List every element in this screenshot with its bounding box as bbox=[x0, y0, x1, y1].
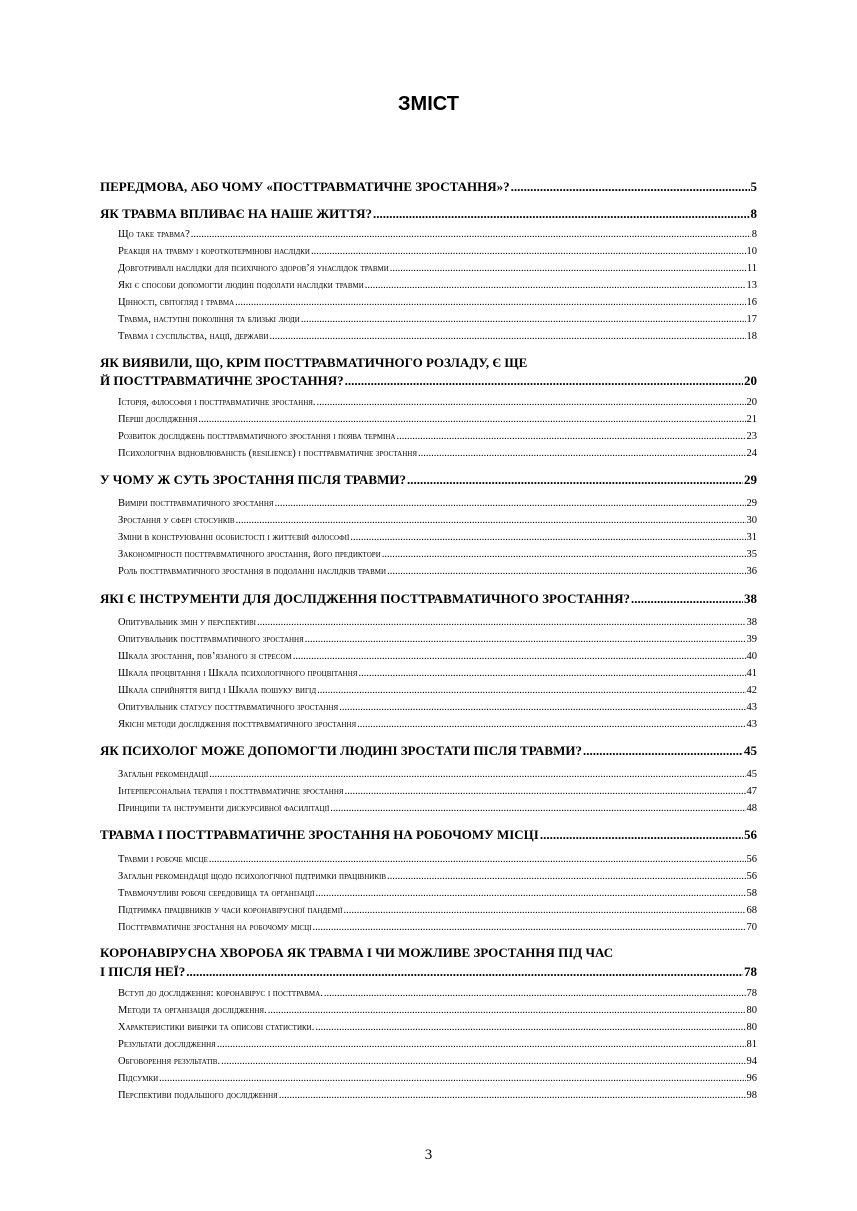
entry-page-number: 68 bbox=[746, 905, 757, 916]
dot-leader bbox=[631, 591, 743, 607]
entry-page-number: 45 bbox=[744, 743, 757, 758]
entry-page-number: 78 bbox=[746, 988, 757, 999]
entry-title: Зростання у сфері стосунків bbox=[118, 515, 235, 526]
entry-title: Шкала сприйняття вигід і Шкала пошуку вигід bbox=[118, 685, 317, 696]
entry-page-number: 39 bbox=[746, 634, 757, 645]
toc-subsection bbox=[118, 668, 757, 679]
dot-leader bbox=[315, 888, 745, 899]
toc-subsection bbox=[118, 549, 757, 560]
dot-leader bbox=[209, 769, 745, 780]
toc-subsection bbox=[118, 617, 757, 628]
entry-page-number: 43 bbox=[746, 719, 757, 730]
toc-subsection bbox=[118, 988, 757, 999]
dot-leader bbox=[235, 297, 745, 308]
dot-leader bbox=[540, 827, 743, 843]
toc-section bbox=[100, 591, 757, 607]
dot-leader bbox=[275, 498, 746, 509]
toc-subsection bbox=[118, 634, 757, 645]
entry-page-number: 47 bbox=[746, 786, 757, 797]
dot-leader bbox=[191, 229, 751, 240]
toc-subsection bbox=[118, 1056, 757, 1067]
dot-leader bbox=[418, 448, 746, 459]
dot-leader bbox=[315, 1022, 745, 1033]
toc-subsection bbox=[118, 448, 757, 459]
entry-page-number: 30 bbox=[746, 515, 757, 526]
toc-subsection bbox=[118, 651, 757, 662]
toc-section bbox=[100, 373, 757, 389]
toc-subsection bbox=[118, 1090, 757, 1101]
dot-leader bbox=[236, 515, 746, 526]
entry-page-number: 38 bbox=[746, 617, 757, 628]
entry-title: Підсумки bbox=[118, 1073, 159, 1084]
dot-leader bbox=[357, 719, 745, 730]
toc-section bbox=[100, 743, 757, 759]
entry-title: Що таке травма? bbox=[118, 229, 190, 240]
dot-leader bbox=[257, 617, 745, 628]
toc-subsection bbox=[118, 769, 757, 780]
section-title-line: ЯК ВИЯВИЛИ, ЩО, КРІМ ПОСТТРАВМАТИЧНОГО РОЗЛАДУ, Є ЩЕ bbox=[100, 355, 528, 370]
entry-page-number: 29 bbox=[746, 498, 757, 509]
entry-page-number: 5 bbox=[750, 179, 757, 194]
toc-subsection bbox=[118, 702, 757, 713]
entry-page-number: 11 bbox=[746, 263, 757, 274]
toc-subsection bbox=[118, 719, 757, 730]
toc-subsection bbox=[118, 803, 757, 814]
dot-leader bbox=[324, 988, 746, 999]
dot-leader bbox=[293, 651, 746, 662]
entry-page-number: 36 bbox=[746, 566, 757, 577]
toc-subsection bbox=[118, 532, 757, 543]
toc-section bbox=[100, 827, 757, 843]
entry-title: Перші дослідження bbox=[118, 414, 198, 425]
toc-subsection bbox=[118, 414, 757, 425]
dot-leader bbox=[345, 786, 746, 797]
entry-page-number: 29 bbox=[744, 472, 757, 487]
entry-page-number: 8 bbox=[750, 206, 757, 221]
dot-leader bbox=[345, 373, 743, 389]
dot-leader bbox=[311, 246, 746, 257]
entry-title: Травма, наступні покоління та близькі люди bbox=[118, 314, 300, 325]
dot-leader bbox=[221, 1056, 745, 1067]
entry-page-number: 42 bbox=[746, 685, 757, 696]
dot-leader bbox=[279, 1090, 746, 1101]
toc-subsection bbox=[118, 888, 757, 899]
dot-leader bbox=[305, 634, 746, 645]
entry-page-number: 58 bbox=[746, 888, 757, 899]
entry-title: Реакція на травму і короткотермінові наслідки bbox=[118, 246, 310, 257]
dot-leader bbox=[343, 905, 745, 916]
toc-subsection bbox=[118, 280, 757, 291]
entry-page-number: 24 bbox=[746, 448, 757, 459]
entry-page-number: 80 bbox=[746, 1005, 757, 1016]
entry-page-number: 16 bbox=[746, 297, 757, 308]
entry-page-number: 8 bbox=[751, 229, 757, 240]
entry-title: ЯК ТРАВМА ВПЛИВАЄ НА НАШЕ ЖИТТЯ? bbox=[100, 206, 373, 221]
entry-page-number: 98 bbox=[746, 1090, 757, 1101]
dot-leader bbox=[209, 854, 746, 865]
entry-page-number: 35 bbox=[746, 549, 757, 560]
entry-title: Опитувальник змін у перспективі bbox=[118, 617, 257, 628]
entry-title: Принципи та інструменти дискурсивної фасилітації bbox=[118, 803, 330, 814]
toc-subsection bbox=[118, 498, 757, 509]
dot-leader bbox=[317, 685, 745, 696]
entry-title: Виміри посттравматичного зростання bbox=[118, 498, 274, 509]
toc-subsection bbox=[118, 566, 757, 577]
entry-page-number: 70 bbox=[746, 922, 757, 933]
entry-title: Результати дослідження bbox=[118, 1039, 216, 1050]
section-title-line: КОРОНАВІРУСНА ХВОРОБА ЯК ТРАВМА І ЧИ МОЖЛИВЕ ЗРОСТАННЯ ПІД ЧАС bbox=[100, 945, 614, 960]
entry-title: ТРАВМА І ПОСТТРАВМАТИЧНЕ ЗРОСТАННЯ НА РОБОЧОМУ МІСЦІ bbox=[100, 827, 539, 842]
toc-subsection bbox=[118, 515, 757, 526]
dot-leader bbox=[186, 964, 743, 980]
entry-title: Шкала зростання, пов’язаного зі стресом bbox=[118, 651, 292, 662]
toc-subsection bbox=[118, 786, 757, 797]
dot-leader bbox=[339, 702, 745, 713]
entry-page-number: 13 bbox=[746, 280, 757, 291]
dot-leader bbox=[390, 263, 746, 274]
entry-title: Характеристики вибірки та описові статистики. bbox=[118, 1022, 315, 1033]
dot-leader bbox=[387, 871, 746, 882]
entry-title: Травмочутливі робочі середовища та організації bbox=[118, 888, 315, 899]
toc-section bbox=[100, 964, 757, 980]
entry-page-number: 41 bbox=[746, 668, 757, 679]
dot-leader bbox=[382, 549, 746, 560]
toc-section bbox=[100, 179, 757, 195]
toc-subsection bbox=[118, 1022, 757, 1033]
entry-page-number: 45 bbox=[746, 769, 757, 780]
dot-leader bbox=[301, 314, 746, 325]
toc-subsection bbox=[118, 431, 757, 442]
entry-title: Загальні рекомендації щодо психологічної підтримки працівників bbox=[118, 871, 386, 882]
entry-title: Які є способи допомогти людині подолати наслідки травми bbox=[118, 280, 364, 291]
toc-subsection bbox=[118, 246, 757, 257]
entry-title: Історія, філософія і посттравматичне зростання. bbox=[118, 397, 316, 408]
dot-leader bbox=[269, 331, 745, 342]
dot-leader bbox=[365, 280, 746, 291]
entry-title: Роль посттравматичного зростання в подоланні наслідків травми bbox=[118, 566, 387, 577]
entry-title: Методи та організація дослідження. bbox=[118, 1005, 267, 1016]
entry-page-number: 20 bbox=[746, 397, 757, 408]
dot-leader bbox=[330, 803, 745, 814]
entry-title: Цінності, світогляд і травма bbox=[118, 297, 235, 308]
entry-title: ПЕРЕДМОВА, АБО ЧОМУ «ПОСТТРАВМАТИЧНЕ ЗРОСТАННЯ»? bbox=[100, 179, 510, 194]
dot-leader bbox=[159, 1073, 745, 1084]
entry-page-number: 23 bbox=[746, 431, 757, 442]
entry-page-number: 40 bbox=[746, 651, 757, 662]
entry-title: Зміни в конструюванні особистості і життєвій філософії bbox=[118, 532, 350, 543]
entry-title: Й ПОСТТРАВМАТИЧНЕ ЗРОСТАННЯ? bbox=[100, 373, 344, 388]
toc-subsection bbox=[118, 1005, 757, 1016]
page-number: 3 bbox=[424, 1147, 433, 1163]
toc-subsection bbox=[118, 905, 757, 916]
entry-page-number: 31 bbox=[746, 532, 757, 543]
entry-title: Шкала процвітання і Шкала психологічного процвітання bbox=[118, 668, 358, 679]
toc-subsection bbox=[118, 1039, 757, 1050]
entry-title: ЯКІ Є ІНСТРУМЕНТИ ДЛЯ ДОСЛІДЖЕННЯ ПОСТТРАВМАТИЧНОГО ЗРОСТАННЯ? bbox=[100, 591, 631, 606]
entry-title: Якісні методи дослідження посттравматичного зростання bbox=[118, 719, 357, 730]
entry-title: Закономірності посттравматичного зростання, його предиктори bbox=[118, 549, 381, 560]
dot-leader bbox=[583, 743, 743, 759]
dot-leader bbox=[217, 1039, 746, 1050]
toc-subsection bbox=[118, 1073, 757, 1084]
dot-leader bbox=[511, 179, 750, 195]
page-title: ЗМІСТ bbox=[398, 93, 459, 115]
entry-page-number: 56 bbox=[746, 871, 757, 882]
entry-title: Довготривалі наслідки для психічного здоров’я унаслідок травми bbox=[118, 263, 389, 274]
dot-leader bbox=[317, 397, 746, 408]
toc-subsection bbox=[118, 331, 757, 342]
toc-subsection bbox=[118, 397, 757, 408]
entry-title: ЯК ПСИХОЛОГ МОЖЕ ДОПОМОГТИ ЛЮДИНІ ЗРОСТАТИ ПІСЛЯ ТРАВМИ? bbox=[100, 743, 582, 758]
entry-page-number: 81 bbox=[746, 1039, 757, 1050]
entry-title: Інтерперсональна терапія і посттравматичне зростання bbox=[118, 786, 344, 797]
entry-page-number: 48 bbox=[746, 803, 757, 814]
dot-leader bbox=[358, 668, 745, 679]
entry-page-number: 56 bbox=[744, 827, 757, 842]
toc-subsection bbox=[118, 871, 757, 882]
toc-section bbox=[100, 472, 757, 488]
entry-title: Підтримка працівників у часи коронавірусної пандемії bbox=[118, 905, 343, 916]
entry-title: Перспективи подальшого дослідження bbox=[118, 1090, 278, 1101]
toc-subsection bbox=[118, 854, 757, 865]
toc-subsection bbox=[118, 297, 757, 308]
entry-title: І ПІСЛЯ НЕЇ? bbox=[100, 964, 186, 979]
toc-subsection bbox=[118, 229, 757, 240]
entry-page-number: 10 bbox=[746, 246, 757, 257]
entry-title: Обговорення результатів. bbox=[118, 1056, 221, 1067]
dot-leader bbox=[268, 1005, 746, 1016]
entry-title: У ЧОМУ Ж СУТЬ ЗРОСТАННЯ ПІСЛЯ ТРАВМИ? bbox=[100, 472, 406, 487]
toc-subsection bbox=[118, 314, 757, 325]
entry-page-number: 43 bbox=[746, 702, 757, 713]
entry-title: Травми і робоче місце bbox=[118, 854, 208, 865]
entry-page-number: 78 bbox=[744, 964, 757, 979]
entry-page-number: 17 bbox=[746, 314, 757, 325]
toc-subsection bbox=[118, 263, 757, 274]
entry-page-number: 80 bbox=[746, 1022, 757, 1033]
entry-page-number: 96 bbox=[746, 1073, 757, 1084]
entry-title: Посттравматичне зростання на робочому місці bbox=[118, 922, 312, 933]
entry-title: Вступ до дослідження: коронавірус і посттравма. bbox=[118, 988, 323, 999]
entry-page-number: 38 bbox=[744, 591, 757, 606]
entry-title: Опитувальник статусу посттравматичного зростання bbox=[118, 702, 339, 713]
toc-subsection bbox=[118, 922, 757, 933]
dot-leader bbox=[350, 532, 745, 543]
entry-page-number: 21 bbox=[746, 414, 757, 425]
toc-subsection bbox=[118, 685, 757, 696]
entry-title: Загальні рекомендації bbox=[118, 769, 209, 780]
dot-leader bbox=[407, 472, 743, 488]
entry-title: Розвиток досліджень посттравматичного зростання і поява терміна bbox=[118, 431, 396, 442]
entry-title: Опитувальник посттравматичного зростання bbox=[118, 634, 304, 645]
toc-section bbox=[100, 206, 757, 222]
dot-leader bbox=[198, 414, 745, 425]
dot-leader bbox=[373, 206, 749, 222]
dot-leader bbox=[313, 922, 746, 933]
entry-title: Психологічна відновлюваність (resilience) і посттравматичне зростання bbox=[118, 448, 417, 459]
entry-page-number: 20 bbox=[744, 373, 757, 388]
dot-leader bbox=[387, 566, 745, 577]
entry-page-number: 18 bbox=[746, 331, 757, 342]
dot-leader bbox=[396, 431, 745, 442]
entry-page-number: 94 bbox=[746, 1056, 757, 1067]
entry-title: Травма і суспільства, нації, держави bbox=[118, 331, 269, 342]
entry-page-number: 56 bbox=[746, 854, 757, 865]
